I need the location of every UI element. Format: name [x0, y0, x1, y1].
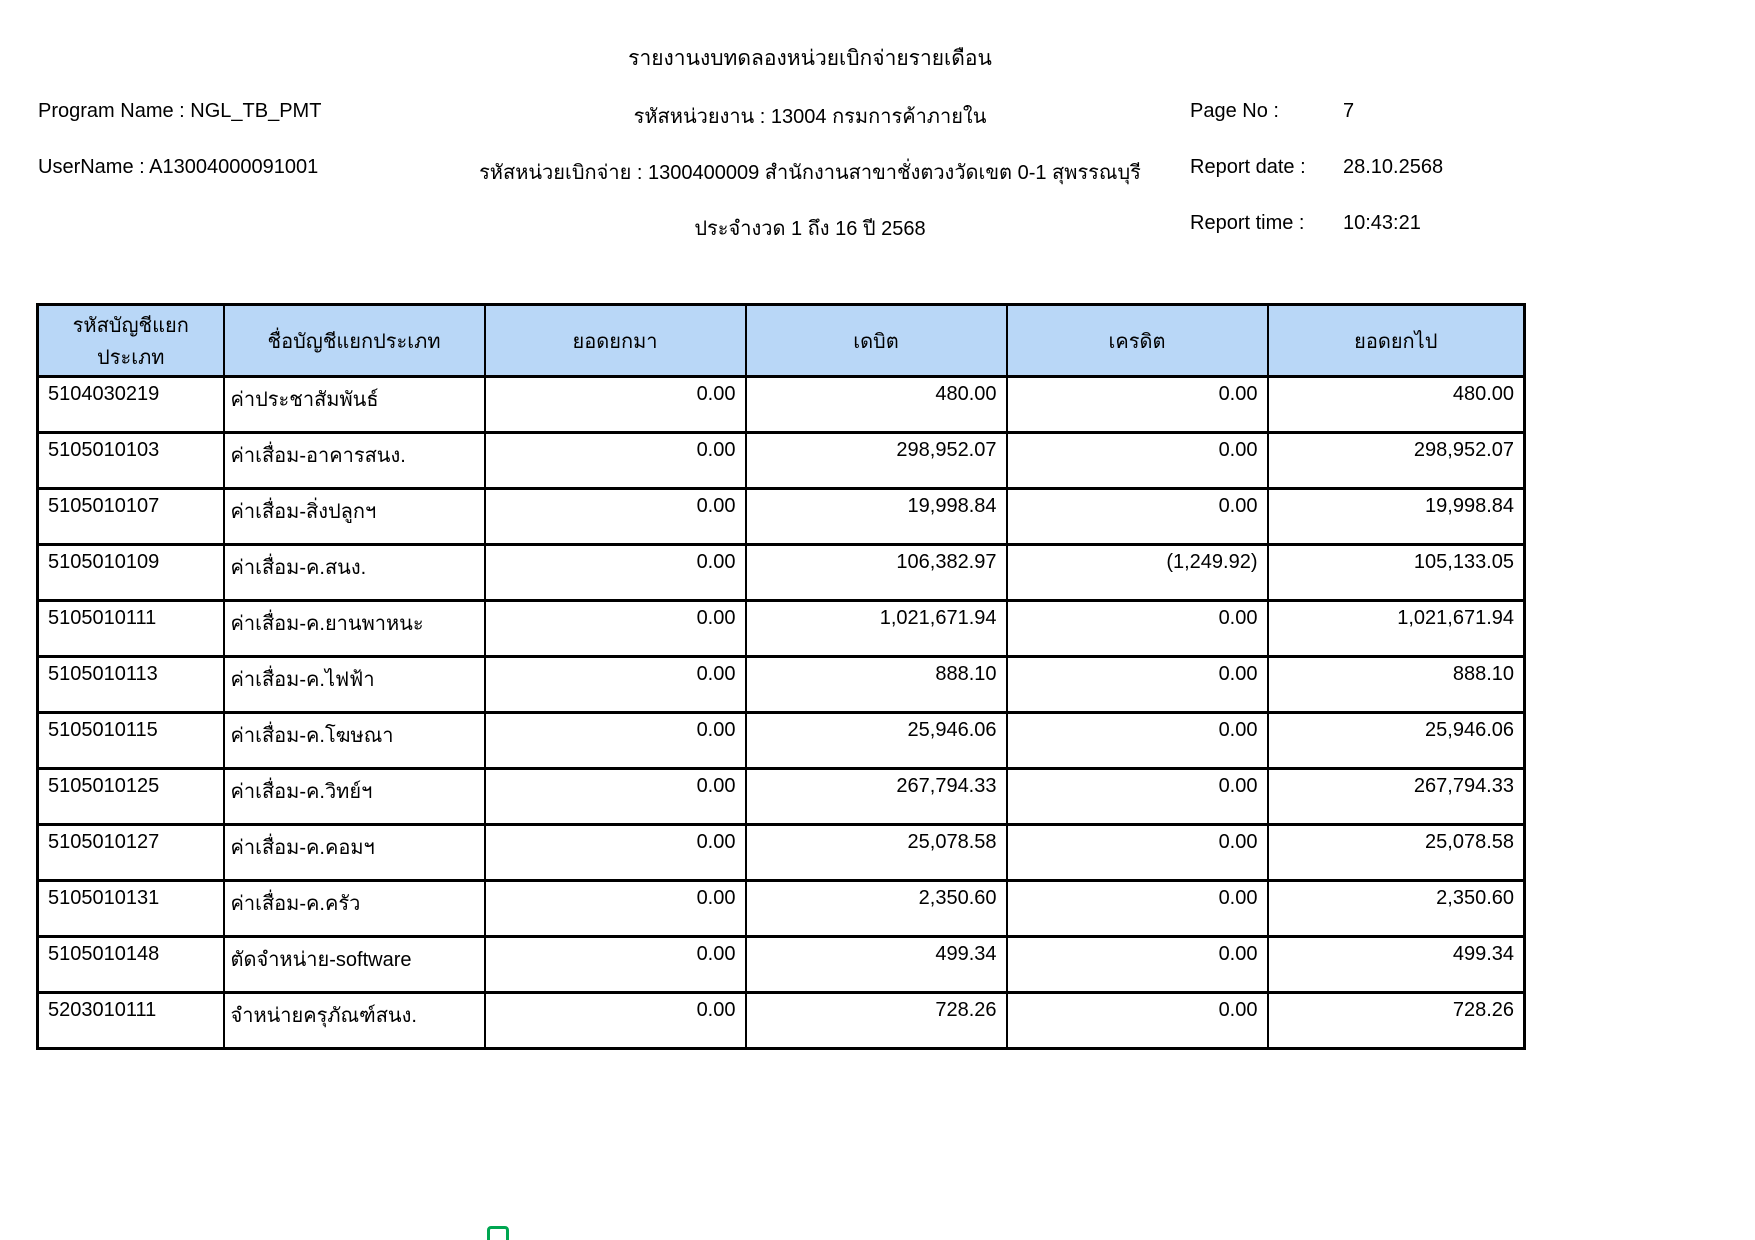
- header-debit: เดบิต: [746, 305, 1007, 377]
- page-no-label: Page No :: [1190, 100, 1279, 122]
- account-name-cell: ค่าเสื่อม-ค.ยานพาหนะ: [224, 601, 485, 657]
- debit-amount-cell: 499.34: [746, 937, 1007, 993]
- opening-balance-cell: 0.00: [485, 769, 746, 825]
- debit-amount-cell: 25,946.06: [746, 713, 1007, 769]
- table-row: [38, 545, 1525, 601]
- table-row: [38, 377, 1525, 433]
- account-code-cell: 5105010115: [38, 713, 224, 769]
- table-row: [38, 489, 1525, 545]
- debit-amount-cell: 267,794.33: [746, 769, 1007, 825]
- credit-amount-cell: (1,249.92): [1007, 545, 1268, 601]
- report-date-label: Report date :: [1190, 156, 1306, 178]
- credit-amount-cell: 0.00: [1007, 937, 1268, 993]
- closing-balance-cell: 298,952.07: [1268, 433, 1525, 489]
- credit-amount-cell: 0.00: [1007, 433, 1268, 489]
- credit-amount-cell: 0.00: [1007, 713, 1268, 769]
- account-name-cell: ค่าเสื่อม-ค.สนง.: [224, 545, 485, 601]
- report-date-value: 28.10.2568: [1343, 156, 1444, 178]
- account-name-cell: ค่าเสื่อม-ค.โฆษณา: [224, 713, 485, 769]
- credit-amount-cell: 0.00: [1007, 377, 1268, 433]
- account-code-cell: 5105010109: [38, 545, 224, 601]
- table-row: [38, 657, 1525, 713]
- header-account-code: รหัสบัญชีแยกประเภท: [38, 305, 224, 377]
- account-name-cell: ค่าเสื่อม-อาคารสนง.: [224, 433, 485, 489]
- username-line: UserName : A13004000091001: [38, 156, 319, 178]
- debit-amount-cell: 106,382.97: [746, 545, 1007, 601]
- opening-balance-cell: 0.00: [485, 825, 746, 881]
- account-code-cell: 5105010111: [38, 601, 224, 657]
- program-name-line: Program Name : NGL_TB_PMT: [38, 100, 322, 122]
- account-name-cell: ค่าประชาสัมพันธ์: [224, 377, 485, 433]
- table-row: [38, 713, 1525, 769]
- credit-amount-cell: 0.00: [1007, 825, 1268, 881]
- debit-amount-cell: 1,021,671.94: [746, 601, 1007, 657]
- credit-amount-cell: 0.00: [1007, 769, 1268, 825]
- opening-balance-cell: 0.00: [485, 657, 746, 713]
- opening-balance-cell: 0.00: [485, 601, 746, 657]
- page-bottom-partial-green-mark: [487, 1226, 509, 1240]
- debit-amount-cell: 2,350.60: [746, 881, 1007, 937]
- debit-amount-cell: 888.10: [746, 657, 1007, 713]
- table-row: [38, 769, 1525, 825]
- account-name-cell: ค่าเสื่อม-สิ่งปลูกฯ: [224, 489, 485, 545]
- account-name-cell: ค่าเสื่อม-ค.คอมฯ: [224, 825, 485, 881]
- account-name-cell: จำหน่ายครุภัณฑ์สนง.: [224, 993, 485, 1049]
- disburse-unit-line: รหัสหน่วยเบิกจ่าย : 1300400009 สำนักงานสาขาชั่งตวงวัดเขต 0-1 สุพรรณบุรี: [479, 162, 1141, 184]
- account-code-cell: 5105010107: [38, 489, 224, 545]
- account-code-cell: 5105010127: [38, 825, 224, 881]
- header-credit: เครดิต: [1007, 305, 1268, 377]
- account-name-cell: ค่าเสื่อม-ค.ไฟฟ้า: [224, 657, 485, 713]
- closing-balance-cell: 888.10: [1268, 657, 1525, 713]
- credit-amount-cell: 0.00: [1007, 601, 1268, 657]
- opening-balance-cell: 0.00: [485, 377, 746, 433]
- table-row: [38, 937, 1525, 993]
- account-code-cell: 5105010125: [38, 769, 224, 825]
- closing-balance-cell: 105,133.05: [1268, 545, 1525, 601]
- report-time-value: 10:43:21: [1343, 212, 1421, 234]
- closing-balance-cell: 728.26: [1268, 993, 1525, 1049]
- account-code-cell: 5105010131: [38, 881, 224, 937]
- account-name-cell: ตัดจำหน่าย-software: [224, 937, 485, 993]
- closing-balance-cell: 19,998.84: [1268, 489, 1525, 545]
- account-code-cell: 5203010111: [38, 993, 224, 1049]
- account-code-cell: 5105010103: [38, 433, 224, 489]
- closing-balance-cell: 499.34: [1268, 937, 1525, 993]
- account-code-cell: 5104030219: [38, 377, 224, 433]
- closing-balance-cell: 25,946.06: [1268, 713, 1525, 769]
- header-account-name: ชื่อบัญชีแยกประเภท: [224, 305, 485, 377]
- account-code-cell: 5105010148: [38, 937, 224, 993]
- header-closing-balance: ยอดยกไป: [1268, 305, 1525, 377]
- closing-balance-cell: 2,350.60: [1268, 881, 1525, 937]
- credit-amount-cell: 0.00: [1007, 993, 1268, 1049]
- trial-balance-table: [36, 303, 1526, 1050]
- agency-code-line: รหัสหน่วยงาน : 13004 กรมการค้าภายใน: [633, 106, 987, 128]
- opening-balance-cell: 0.00: [485, 937, 746, 993]
- opening-balance-cell: 0.00: [485, 433, 746, 489]
- account-code-cell: 5105010113: [38, 657, 224, 713]
- credit-amount-cell: 0.00: [1007, 881, 1268, 937]
- account-name-cell: ค่าเสื่อม-ค.วิทย์ฯ: [224, 769, 485, 825]
- period-line: ประจำงวด 1 ถึง 16 ปี 2568: [694, 218, 926, 240]
- closing-balance-cell: 480.00: [1268, 377, 1525, 433]
- report-title: รายงานงบทดลองหน่วยเบิกจ่ายรายเดือน: [628, 47, 992, 70]
- opening-balance-cell: 0.00: [485, 993, 746, 1049]
- closing-balance-cell: 25,078.58: [1268, 825, 1525, 881]
- table-row: [38, 601, 1525, 657]
- closing-balance-cell: 267,794.33: [1268, 769, 1525, 825]
- table-row: [38, 881, 1525, 937]
- credit-amount-cell: 0.00: [1007, 489, 1268, 545]
- table-row: [38, 433, 1525, 489]
- debit-amount-cell: 19,998.84: [746, 489, 1007, 545]
- header-opening-balance: ยอดยกมา: [485, 305, 746, 377]
- table-header-row: [38, 305, 1525, 377]
- credit-amount-cell: 0.00: [1007, 657, 1268, 713]
- page-no-value: 7: [1343, 100, 1355, 122]
- opening-balance-cell: 0.00: [485, 545, 746, 601]
- debit-amount-cell: 728.26: [746, 993, 1007, 1049]
- opening-balance-cell: 0.00: [485, 881, 746, 937]
- closing-balance-cell: 1,021,671.94: [1268, 601, 1525, 657]
- account-name-cell: ค่าเสื่อม-ค.ครัว: [224, 881, 485, 937]
- report-time-label: Report time :: [1190, 212, 1305, 234]
- opening-balance-cell: 0.00: [485, 713, 746, 769]
- table-row: [38, 993, 1525, 1049]
- debit-amount-cell: 25,078.58: [746, 825, 1007, 881]
- debit-amount-cell: 298,952.07: [746, 433, 1007, 489]
- debit-amount-cell: 480.00: [746, 377, 1007, 433]
- table-row: [38, 825, 1525, 881]
- opening-balance-cell: 0.00: [485, 489, 746, 545]
